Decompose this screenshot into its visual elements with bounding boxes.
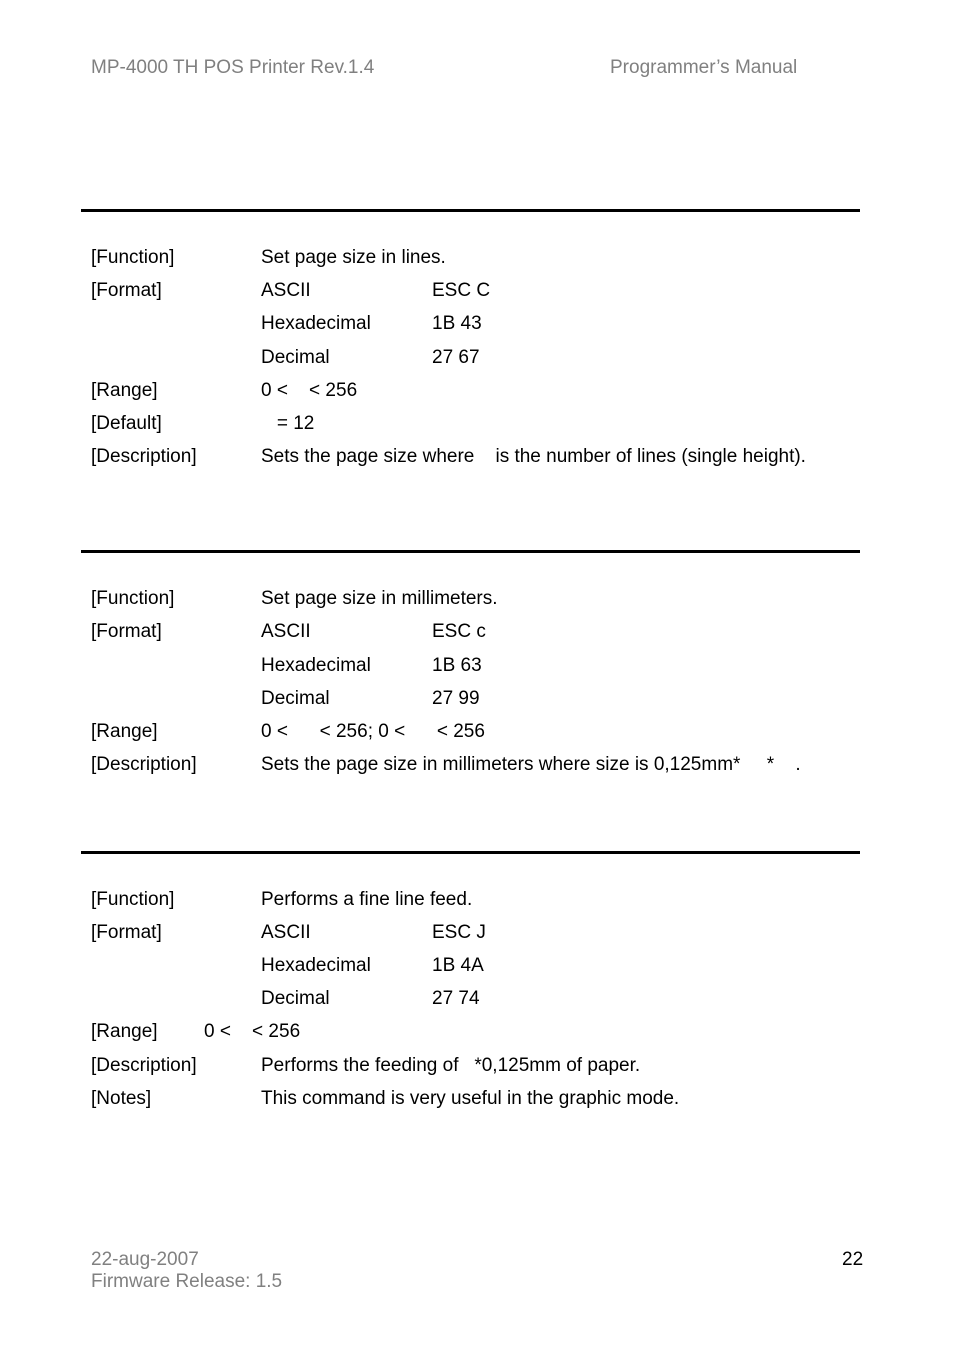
ascii-value: ESC J xyxy=(432,922,486,943)
function-label: [Function] xyxy=(91,889,175,910)
dec-value: 27 74 xyxy=(432,988,480,1009)
dec-value: 27 67 xyxy=(432,347,480,368)
default-label: [Default] xyxy=(91,413,162,434)
hex-label: Hexadecimal xyxy=(261,655,371,676)
function-label: [Function] xyxy=(91,247,175,268)
footer-firmware: Firmware Release: 1.5 xyxy=(91,1271,283,1292)
hex-value: 1B 63 xyxy=(432,655,482,676)
format-label: [Format] xyxy=(91,621,162,642)
description-label: [Description] xyxy=(91,446,197,467)
range-text: 0 < < 256; 0 < < 256 xyxy=(261,721,485,742)
description-label: [Description] xyxy=(91,1055,197,1076)
description-text: Performs the feeding of *0,125mm of paper. xyxy=(261,1055,641,1076)
format-label: [Format] xyxy=(91,922,162,943)
page-number: 22 xyxy=(842,1249,864,1270)
hex-label: Hexadecimal xyxy=(261,955,371,976)
footer-date: 22-aug-2007 xyxy=(91,1249,199,1270)
ascii-label: ASCII xyxy=(261,280,311,301)
format-label: [Format] xyxy=(91,280,162,301)
function-label: [Function] xyxy=(91,588,175,609)
function-text: Set page size in lines. xyxy=(261,247,446,268)
description-text: Sets the page size where is the number of lines (single height). xyxy=(261,446,806,467)
header-title: MP-4000 TH POS Printer Rev.1.4 xyxy=(91,57,375,78)
section-divider xyxy=(81,851,860,854)
ascii-value: ESC c xyxy=(432,621,486,642)
function-text: Performs a fine line feed. xyxy=(261,889,473,910)
section-divider xyxy=(81,550,860,553)
range-label: [Range] xyxy=(91,721,158,742)
dec-label: Decimal xyxy=(261,688,330,709)
notes-text: This command is very useful in the graphic mode. xyxy=(261,1088,680,1109)
description-label: [Description] xyxy=(91,754,197,775)
range-text: 0 < < 256 xyxy=(204,1021,301,1042)
ascii-label: ASCII xyxy=(261,621,311,642)
notes-label: [Notes] xyxy=(91,1088,152,1109)
default-text: = 12 xyxy=(261,413,315,434)
dec-label: Decimal xyxy=(261,988,330,1009)
function-text: Set page size in millimeters. xyxy=(261,588,498,609)
ascii-label: ASCII xyxy=(261,922,311,943)
hex-label: Hexadecimal xyxy=(261,313,371,334)
hex-value: 1B 43 xyxy=(432,313,482,334)
range-label: [Range] xyxy=(91,1021,158,1042)
range-label: [Range] xyxy=(91,380,158,401)
header-manual-name: Programmer’s Manual xyxy=(610,57,798,78)
section-divider xyxy=(81,209,860,212)
dec-label: Decimal xyxy=(261,347,330,368)
hex-value: 1B 4A xyxy=(432,955,484,976)
description-text: Sets the page size in millimeters where size is 0,125mm* * . xyxy=(261,754,801,775)
ascii-value: ESC C xyxy=(432,280,491,301)
dec-value: 27 99 xyxy=(432,688,480,709)
range-text: 0 < < 256 xyxy=(261,380,358,401)
